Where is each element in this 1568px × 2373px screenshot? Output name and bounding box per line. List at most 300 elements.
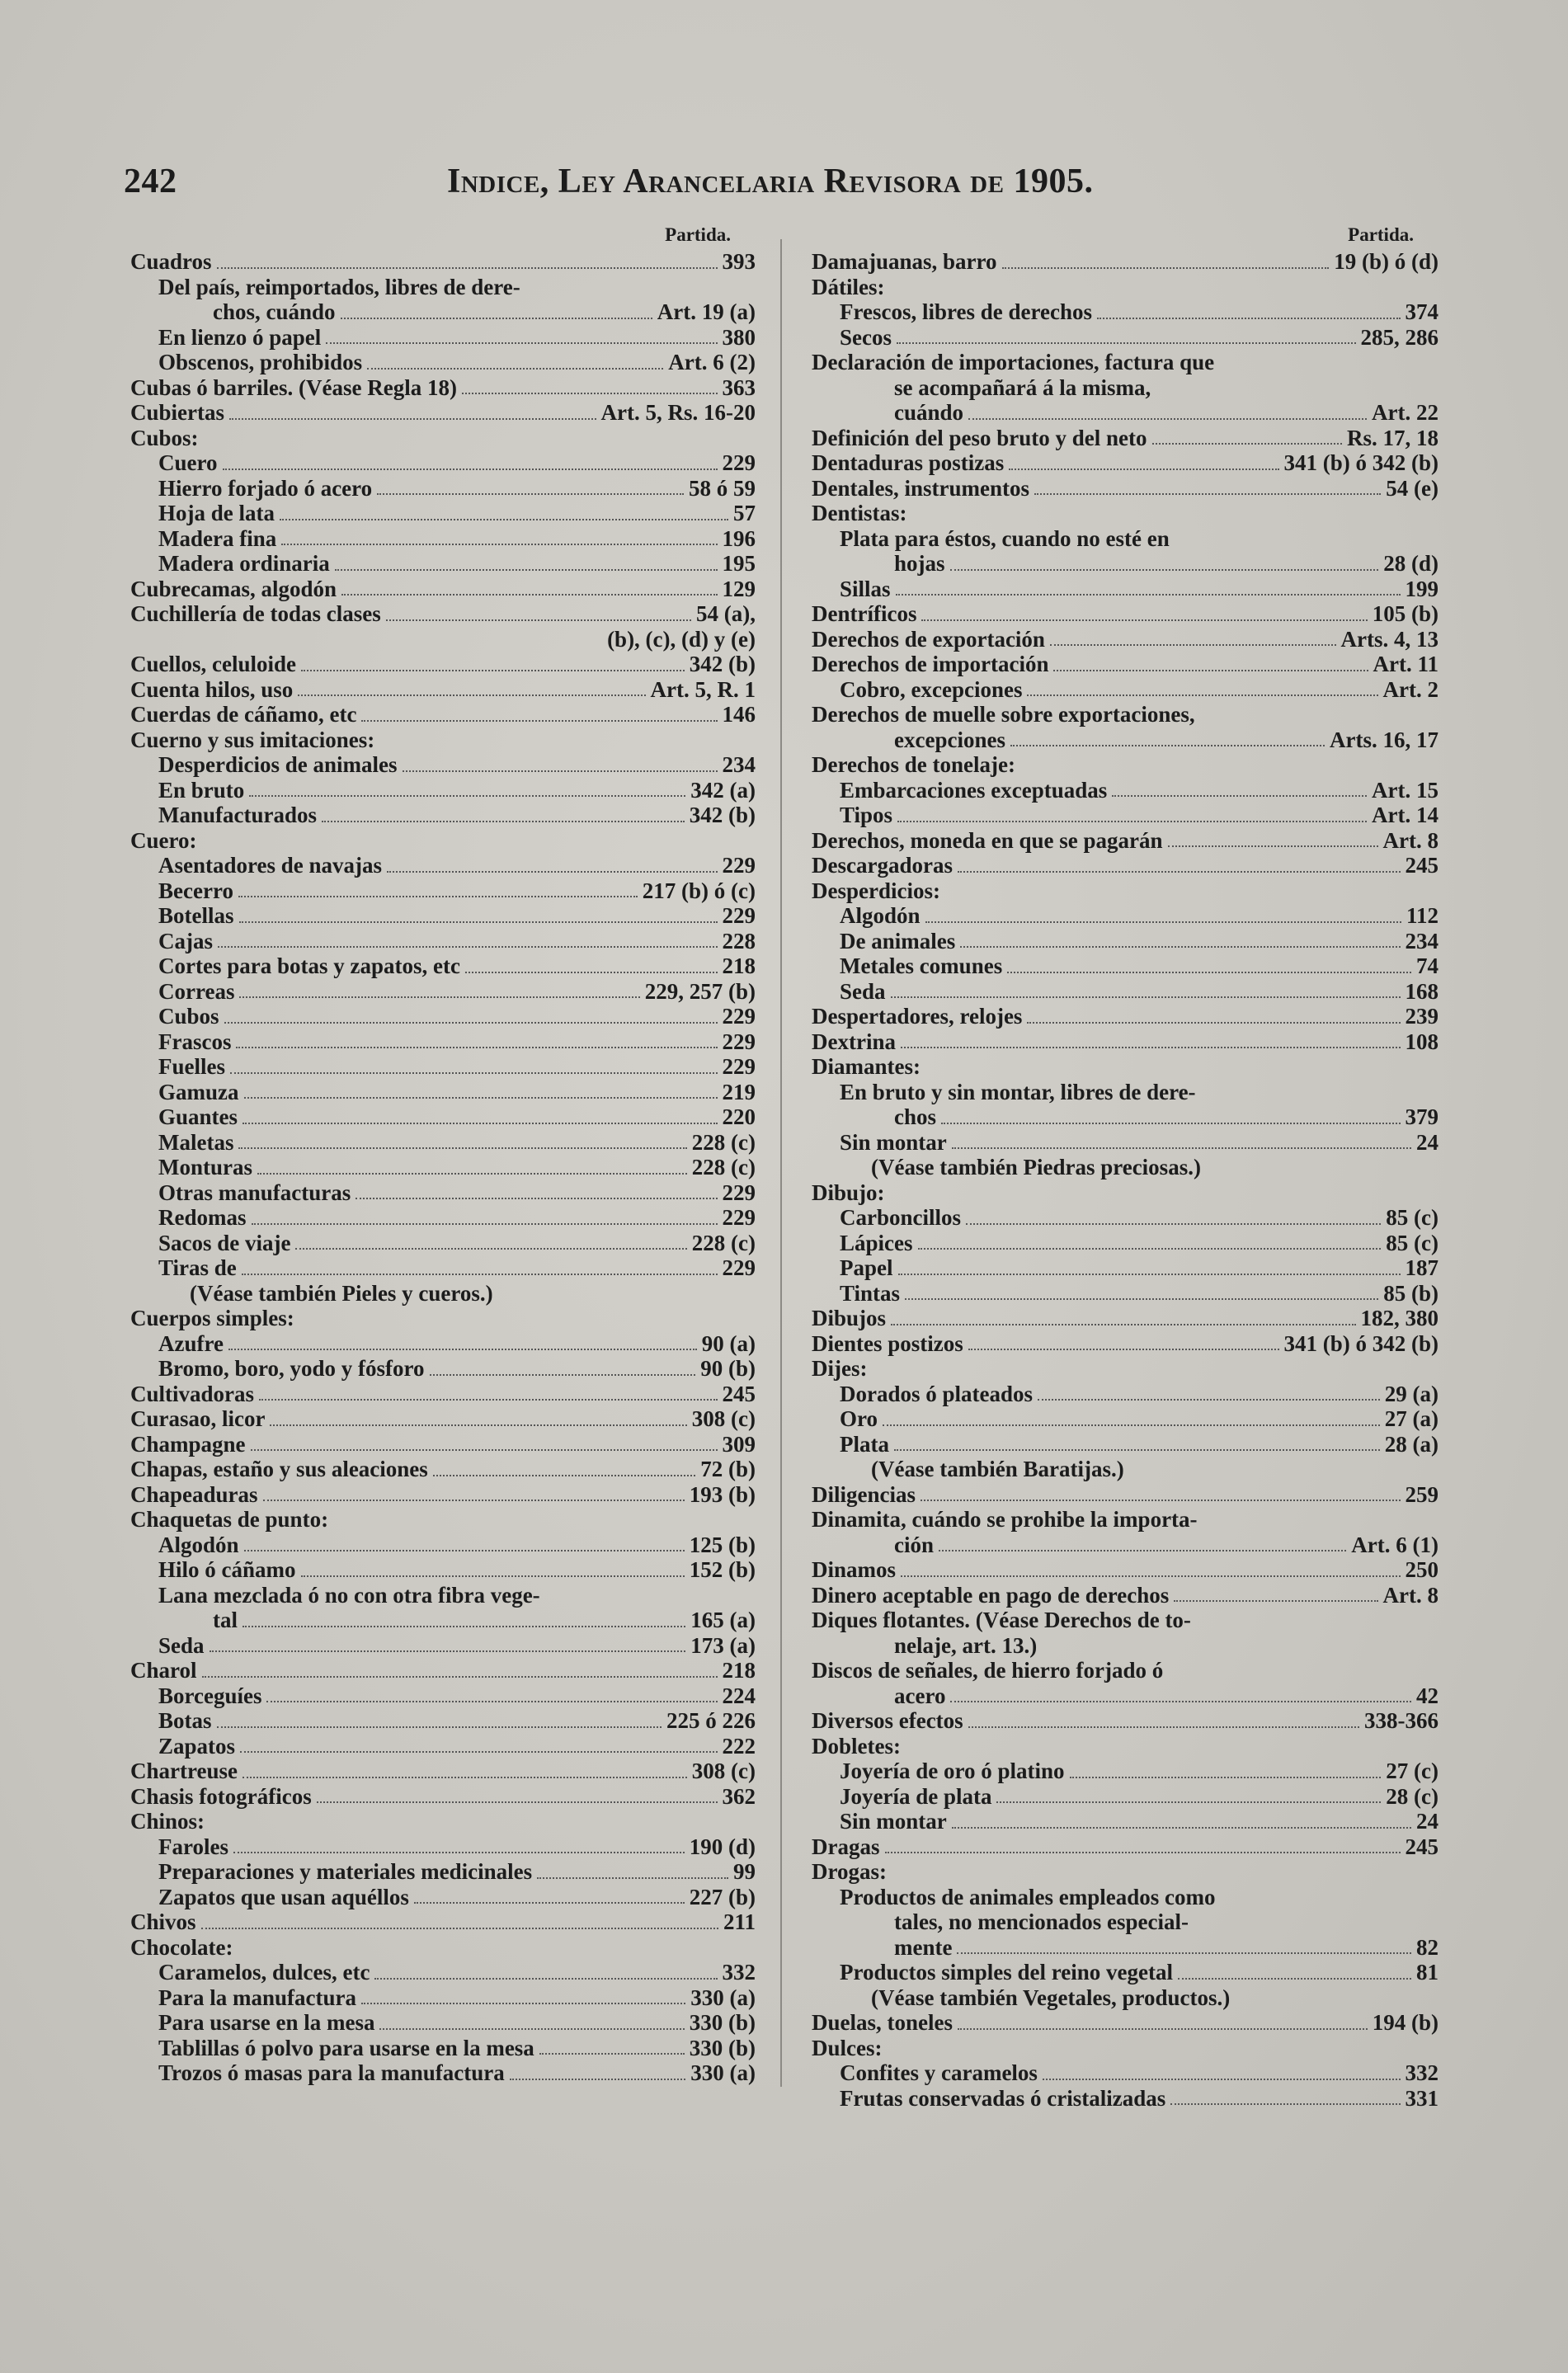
entry-reference: 229 (722, 853, 756, 878)
index-entry (812, 1205, 1439, 1231)
entry-term: Tablillas ó polvo para usarse en la mesa (158, 2035, 534, 2060)
index-entry (130, 1104, 756, 1130)
entry-term: Dijes: (812, 1356, 868, 1381)
entry-reference: 219 (722, 1079, 756, 1104)
entry-term: Champagne (130, 1431, 246, 1457)
entry-term: Dinamita, cuándo se prohibe la importa- (812, 1507, 1198, 1532)
entry-reference: 168 (1405, 978, 1439, 1004)
entry-reference: 332 (722, 1960, 756, 1985)
entry-reference: Art. 15 (1372, 777, 1439, 803)
entry-term: Discos de señales, de hierro forjado ó (812, 1658, 1164, 1683)
dot-leader (223, 468, 718, 470)
entry-term: Frescos, libres de derechos (840, 299, 1092, 324)
entry-term: Papel (840, 1255, 893, 1280)
entry-reference: 393 (722, 249, 756, 274)
index-entry (812, 1557, 1439, 1583)
index-entry (812, 1784, 1439, 1810)
dot-leader (918, 1248, 1382, 1250)
dot-leader (317, 1801, 718, 1803)
entry-term: Duelas, toneles (812, 2010, 953, 2035)
entry-term: Dientes postizos (812, 1330, 963, 1356)
entry-term: Guantes (158, 1104, 238, 1129)
dot-leader (242, 1123, 717, 1124)
entry-term: Dextrina (812, 1029, 896, 1054)
index-entry (130, 1382, 756, 1407)
entry-term: tal (213, 1608, 238, 1632)
index-entry (130, 929, 756, 954)
entry-term: Curasao, licor (130, 1406, 266, 1431)
entry-reference: Art. 6 (2) (668, 350, 756, 374)
dot-leader (242, 1626, 685, 1627)
index-entry (130, 577, 756, 602)
entry-reference: 125 (b) (689, 1532, 756, 1557)
dot-leader (539, 2053, 685, 2055)
index-entry (812, 1809, 1439, 1834)
entry-reference: 220 (722, 1104, 756, 1129)
entry-term: Sin montar (840, 1129, 947, 1155)
dot-leader (263, 1500, 685, 1501)
entry-reference: 234 (1405, 928, 1439, 953)
entry-term: Derechos de exportación (812, 626, 1045, 652)
entry-term: Algodón (840, 903, 921, 928)
entry-reference: 129 (722, 576, 756, 601)
index-entry (130, 803, 756, 828)
entry-reference: 54 (e) (1386, 475, 1439, 501)
entry-term: Faroles (158, 1834, 228, 1859)
index-entry (812, 601, 1439, 627)
entry-term: Manufacturados (158, 803, 318, 827)
entry-term: Drogas: (812, 1859, 887, 1884)
index-entry (812, 1683, 1439, 1709)
entry-reference: 342 (b) (689, 803, 756, 827)
entry-reference: 24 (1416, 1809, 1439, 1834)
dot-leader (430, 1374, 696, 1376)
index-entry (812, 828, 1439, 854)
index-entry (812, 1029, 1439, 1055)
index-entry (812, 501, 1439, 526)
entry-reference: 29 (a) (1384, 1381, 1439, 1406)
index-entry (812, 275, 1439, 300)
index-entry (130, 979, 756, 1005)
index-entry (812, 577, 1439, 602)
entry-reference: 229 (722, 1054, 756, 1079)
entry-reference: 58 ó 59 (689, 475, 756, 501)
entry-reference: 234 (722, 752, 756, 777)
entry-term: Derechos, moneda en que se pagarán (812, 827, 1163, 853)
entry-term: Lápices (840, 1230, 913, 1255)
index-entry (812, 1859, 1439, 1885)
entry-term: Cobro, excepciones (840, 676, 1023, 702)
index-entry (130, 299, 756, 325)
dot-leader (1174, 1600, 1377, 1602)
index-entry (812, 1734, 1439, 1759)
index-entry (812, 1406, 1439, 1432)
index-entry (130, 501, 756, 526)
index-entry (812, 1457, 1439, 1482)
entry-reference: 228 (722, 928, 756, 953)
entry-term: Plata (840, 1431, 889, 1457)
entry-term: Dorados ó plateados (840, 1381, 1034, 1406)
index-entry (812, 1382, 1439, 1407)
entry-term: Para la manufactura (158, 1985, 356, 2010)
index-entry (130, 1834, 756, 1860)
index-entry (130, 1784, 756, 1810)
entry-term: Metales comunes (840, 953, 1003, 978)
entry-term: Cuenta hilos, uso (130, 676, 294, 702)
entry-term: Para usarse en la mesa (158, 2010, 375, 2035)
index-entry (812, 2060, 1439, 2086)
dot-leader (966, 1223, 1381, 1225)
dot-leader (897, 342, 1356, 344)
index-entry (130, 1935, 756, 1961)
entry-term: tales, no mencionados especial- (894, 1909, 1189, 1934)
entry-reference: 229 (722, 1205, 756, 1230)
entry-term: Cortes para botas y zapatos, etc (158, 953, 460, 978)
index-entry (130, 878, 756, 904)
entry-term: Derechos de tonelaje: (812, 752, 1015, 777)
dot-leader (952, 1827, 1411, 1829)
entry-term: hojas (894, 551, 945, 576)
entry-reference: 330 (b) (689, 2035, 756, 2060)
dot-leader (257, 1173, 687, 1175)
entry-reference: Arts. 4, 13 (1340, 626, 1439, 652)
entry-reference: 199 (1405, 576, 1439, 601)
entry-reference: 309 (722, 1431, 756, 1457)
index-entry (812, 375, 1439, 401)
entry-reference: Art. 6 (1) (1351, 1532, 1439, 1557)
entry-term: Dátiles: (812, 274, 885, 299)
entry-reference: Art. 11 (1373, 652, 1439, 676)
entry-reference: 85 (b) (1383, 1280, 1439, 1306)
entry-term: Lana mezclada ó no con otra fibra vege- (158, 1582, 540, 1608)
dot-leader (239, 921, 718, 923)
entry-reference: Art. 5, Rs. 16-20 (600, 400, 756, 425)
dot-leader (891, 1324, 1355, 1325)
index-entry (812, 627, 1439, 652)
dot-leader (925, 921, 1401, 923)
entry-term: Cuchillería de todas clases (130, 601, 381, 626)
dot-leader (242, 1777, 687, 1778)
index-entry (130, 551, 756, 577)
entry-term: Derechos de muelle sobre exportaciones, (812, 702, 1195, 727)
entry-term: Maletas (158, 1129, 234, 1155)
index-entry (812, 1080, 1439, 1105)
dot-leader (1168, 845, 1378, 847)
dot-leader (251, 1449, 718, 1451)
dot-leader (1152, 443, 1342, 445)
entry-term: En lienzo ó papel (158, 324, 322, 350)
entry-reference: Art. 14 (1372, 803, 1439, 827)
entry-term: En bruto (158, 777, 245, 803)
entry-reference: Arts. 16, 17 (1330, 727, 1439, 752)
entry-term: Damajuanas, barro (812, 249, 997, 274)
index-entry (130, 1155, 756, 1180)
entry-reference: 362 (722, 1783, 756, 1809)
entry-reference: 112 (1406, 903, 1439, 928)
entry-reference: 54 (a), (696, 601, 756, 626)
partida-heading: Partida. (665, 224, 731, 245)
index-entry (130, 1231, 756, 1256)
index-entry (812, 299, 1439, 325)
index-entry (130, 1885, 756, 1910)
entry-term: Tiras de (158, 1255, 237, 1280)
dot-leader (462, 393, 718, 394)
index-entry (812, 2036, 1439, 2061)
entry-reference: (b), (c), (d) y (e) (607, 626, 756, 652)
dot-leader (238, 896, 638, 897)
index-entry (812, 1356, 1439, 1382)
entry-term: Diligencias (812, 1481, 916, 1507)
index-entry (130, 1683, 756, 1709)
dot-leader (958, 871, 1401, 873)
entry-reference: 229 (722, 450, 756, 475)
dot-leader (968, 1726, 1359, 1728)
entry-term: Caramelos, dulces, etc (158, 1960, 370, 1985)
dot-leader (202, 1676, 718, 1678)
entry-term: Madera ordinaria (158, 551, 330, 576)
index-entry (130, 853, 756, 878)
dot-leader (957, 1952, 1411, 1954)
dot-leader (952, 1147, 1411, 1149)
index-entry (812, 1985, 1439, 2011)
index-entry (812, 1331, 1439, 1357)
entry-term: Cubiertas (130, 400, 224, 425)
entry-term: Definición del peso bruto y del neto (812, 425, 1147, 450)
dot-leader (298, 694, 645, 696)
index-entry (130, 1759, 756, 1784)
index-entry (812, 1759, 1439, 1784)
index-entry (130, 1734, 756, 1759)
index-entry (130, 426, 756, 451)
index-entry (812, 1507, 1439, 1533)
entry-reference: 28 (d) (1383, 551, 1439, 576)
entry-reference: 105 (b) (1372, 601, 1439, 626)
index-entry (812, 1104, 1439, 1130)
entry-reference: 152 (b) (689, 1557, 756, 1582)
entry-reference: 28 (c) (1386, 1783, 1439, 1809)
entry-reference: 229 (722, 1255, 756, 1280)
entry-term: Algodón (158, 1532, 239, 1557)
entry-reference: 196 (722, 525, 756, 551)
entry-reference: 245 (722, 1381, 756, 1406)
entry-term: Madera fina (158, 525, 277, 551)
entry-term: Dentistas: (812, 501, 907, 525)
entry-term: Tintas (840, 1280, 901, 1306)
dot-leader (217, 267, 718, 269)
entry-reference: 108 (1405, 1029, 1439, 1054)
index-entry (130, 1583, 756, 1608)
dot-leader (270, 1424, 686, 1426)
partida-heading: Partida. (1348, 224, 1414, 245)
entry-reference: Art. 22 (1372, 400, 1439, 425)
index-entry (130, 1482, 756, 1508)
dot-leader (885, 1852, 1401, 1853)
entry-term: Dibujo: (812, 1179, 885, 1205)
dot-leader (379, 2028, 684, 2030)
index-entry (130, 1608, 756, 1633)
dot-leader (1027, 1022, 1400, 1024)
index-entry (812, 1004, 1439, 1029)
entry-term: Dinero aceptable en pago de derechos (812, 1582, 1170, 1608)
entry-reference: 173 (a) (690, 1632, 756, 1658)
dot-leader (244, 1097, 718, 1099)
entry-reference: 363 (722, 374, 756, 400)
entry-term: acero (894, 1683, 946, 1708)
entry-term: De animales (840, 928, 956, 953)
index-entry (130, 2010, 756, 2036)
entry-reference: 187 (1405, 1255, 1439, 1280)
index-entry (130, 1356, 756, 1382)
dot-leader (240, 1751, 717, 1753)
entry-term: Diques flotantes. (Véase Derechos de to- (812, 1608, 1191, 1632)
entry-term: Seda (158, 1632, 205, 1658)
dot-leader (941, 1123, 1400, 1124)
entry-term: En bruto y sin montar, libres de dere- (840, 1079, 1196, 1104)
index-entry (130, 476, 756, 501)
index-entry (130, 778, 756, 803)
dot-leader (891, 996, 1401, 998)
entry-reference: 225 ó 226 (666, 1708, 756, 1733)
dot-leader (280, 519, 728, 520)
index-entry (130, 1080, 756, 1105)
index-entry (812, 1155, 1439, 1180)
index-entry (812, 1482, 1439, 1508)
entry-term: Obscenos, prohibidos (158, 350, 363, 374)
entry-term: Zapatos que usan aquéllos (158, 1884, 409, 1909)
entry-reference: 342 (b) (689, 652, 756, 676)
entry-term: Dinamos (812, 1557, 897, 1582)
entry-term: Chapas, estaño y sus aleaciones (130, 1457, 428, 1481)
index-entry (812, 1130, 1439, 1156)
dot-leader (1043, 2079, 1401, 2080)
entry-term: (Véase también Piedras preciosas.) (871, 1155, 1201, 1179)
entry-term: cuándo (894, 400, 964, 425)
dot-leader (238, 1147, 686, 1149)
index-entry (130, 702, 756, 727)
dot-leader (1170, 2103, 1400, 2105)
entry-term: mente (894, 1934, 953, 1960)
index-entry (130, 1557, 756, 1583)
index-entry (812, 1255, 1439, 1281)
index-entry (130, 1909, 756, 1935)
entry-reference: 239 (1405, 1004, 1439, 1029)
entry-term: Azufre (158, 1330, 224, 1356)
entry-reference: 85 (c) (1386, 1230, 1439, 1255)
dot-leader (228, 1349, 697, 1350)
entry-term: Fuelles (158, 1054, 225, 1079)
entry-term: (Véase también Pieles y cueros.) (190, 1280, 493, 1306)
dot-leader (901, 1047, 1401, 1048)
dot-leader (921, 619, 1367, 621)
dot-leader (896, 594, 1401, 596)
dot-leader (1097, 318, 1401, 319)
entry-reference: 27 (a) (1384, 1406, 1439, 1431)
entry-reference: 224 (722, 1683, 756, 1708)
page-header (124, 162, 1443, 211)
entry-term: Secos (840, 324, 892, 350)
entry-term: Diamantes: (812, 1054, 921, 1079)
entry-term: Sin montar (840, 1809, 947, 1834)
entry-reference: 330 (b) (689, 2010, 756, 2035)
entry-term: Chaquetas de punto: (130, 1507, 329, 1532)
entry-term: Cuero: (130, 827, 197, 853)
dot-leader (1007, 972, 1411, 973)
dot-leader (939, 1550, 1346, 1551)
index-entry (812, 2086, 1439, 2112)
index-entry (130, 1205, 756, 1231)
dot-leader (301, 670, 685, 671)
index-entry (130, 325, 756, 351)
entry-reference: 24 (1416, 1129, 1439, 1155)
index-entry (130, 1533, 756, 1558)
index-entry (130, 828, 756, 854)
index-entry (130, 1331, 756, 1357)
dot-leader (374, 1978, 717, 1980)
entry-term: Desperdicios de animales (158, 752, 398, 777)
entry-reference: 27 (c) (1386, 1759, 1439, 1783)
dot-leader (230, 1072, 718, 1074)
entry-term: Correas (158, 978, 235, 1004)
index-entry (130, 1507, 756, 1533)
dot-leader (433, 1475, 695, 1476)
dot-leader (968, 418, 1367, 420)
entry-term: Hierro forjado ó acero (158, 475, 373, 501)
index-entry (812, 1231, 1439, 1256)
entry-reference: 338-366 (1364, 1708, 1439, 1733)
entry-reference: 222 (722, 1733, 756, 1759)
entry-reference: 341 (b) ó 342 (b) (1283, 1330, 1439, 1356)
entry-reference: 228 (c) (691, 1129, 756, 1155)
dot-leader (1002, 267, 1330, 269)
dot-leader (510, 2079, 686, 2080)
entry-term: Descargadoras (812, 853, 953, 878)
index-entry (812, 1834, 1439, 1860)
index-entry (812, 803, 1439, 828)
entry-term: Diversos efectos (812, 1708, 963, 1733)
index-entry (130, 677, 756, 703)
left-index-column (130, 224, 756, 2086)
entry-reference: 228 (c) (691, 1155, 756, 1179)
entry-term: Cuerno y sus imitaciones: (130, 727, 375, 752)
index-entry (130, 1004, 756, 1029)
entry-reference: 332 (1405, 2060, 1439, 2085)
index-entry (130, 1985, 756, 2011)
index-entry (130, 1306, 756, 1331)
index-entry (812, 1708, 1439, 1734)
index-entry (812, 1180, 1439, 1206)
entry-term: Cuellos, celuloide (130, 652, 296, 676)
dot-leader (894, 1449, 1380, 1451)
entry-reference: 374 (1405, 299, 1439, 324)
entry-reference: 146 (722, 702, 756, 727)
entry-term: Tipos (840, 803, 893, 827)
entry-reference: 195 (722, 551, 756, 576)
entry-reference: 308 (c) (691, 1759, 756, 1783)
dot-leader (403, 770, 718, 772)
entry-term: Asentadores de navajas (158, 853, 383, 878)
index-entry (130, 1255, 756, 1281)
dot-leader (1050, 644, 1336, 646)
entry-term: Productos simples del reino vegetal (840, 1960, 1173, 1985)
entry-reference: 217 (b) ó (c) (642, 878, 756, 903)
entry-reference: Art. 8 (1382, 827, 1439, 853)
entry-term: Cultivadoras (130, 1381, 255, 1406)
page-title: Indice, Ley Arancelaria Revisora de 1905. (447, 162, 1094, 200)
page-number: 242 (124, 162, 177, 200)
entry-term: Chivos (130, 1909, 196, 1934)
entry-reference: 165 (a) (690, 1608, 756, 1632)
entry-term: Redomas (158, 1205, 247, 1230)
